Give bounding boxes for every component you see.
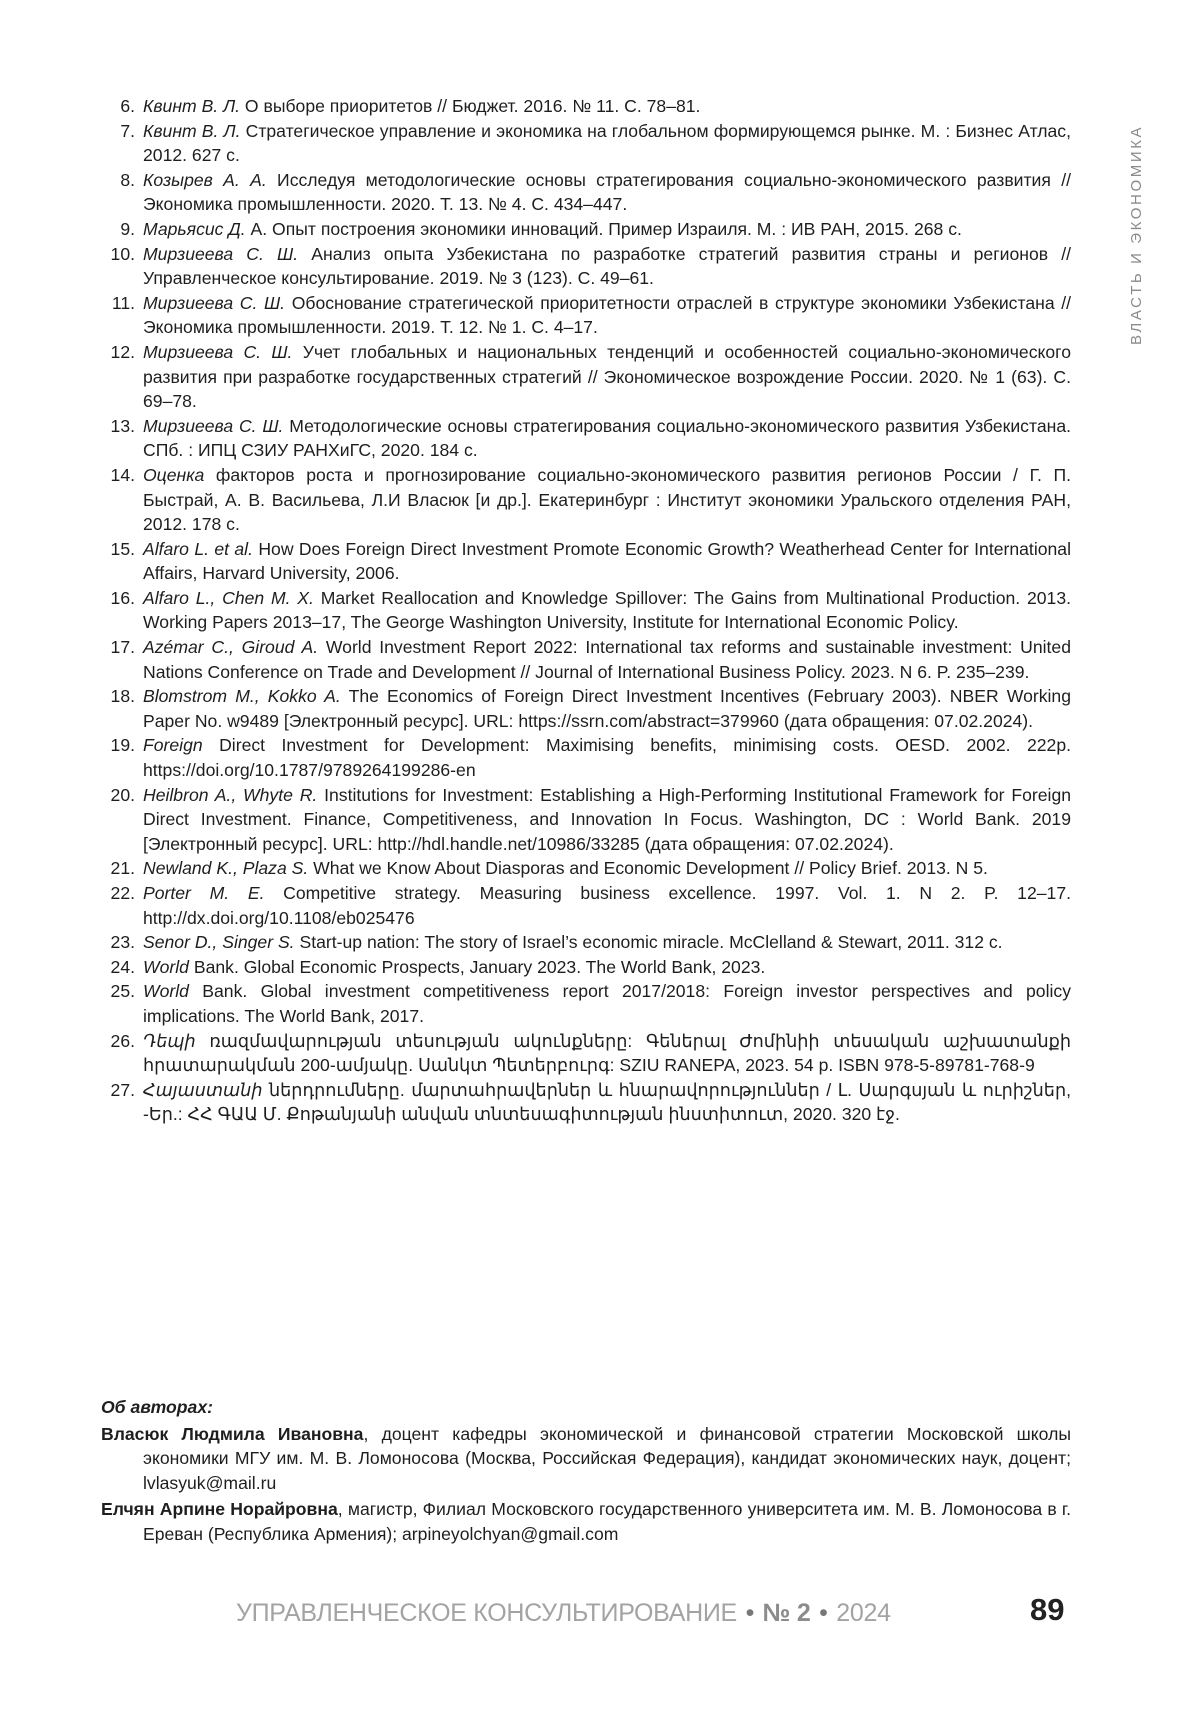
reference-number: 24.: [101, 955, 135, 980]
reference-item: [101, 881, 1071, 930]
reference-text: Institutions for Investment: Establishing a High-Performing Institutional Framework for Foreign Direct Investment. Finance, Competitiveness, and Innovation In Focus. Washington, DC : World Bank. 2019 [Электронный ресурс]. URL: http://hdl.handle.net/10986/33285 (дата обращения: 07.02.2024).: [143, 785, 1071, 854]
reference-text: факторов роста и прогнозирование социально-экономического развития регионов России / Г. П. Быстрай, А. В. Васильева, Л.И Власюк [и др.]. Екатеринбург : Институт экономики Уральского отделения РАН, 2012. 178 с.: [143, 465, 1071, 534]
reference-text: What we Know About Diasporas and Economic Development // Policy Brief. 2013. N 5.: [308, 858, 988, 878]
reference-text: Market Reallocation and Knowledge Spillover: The Gains from Multinational Production. 2013. Working Papers 2013–17, The George Washington University, Institute for International Economic Policy.: [143, 588, 1071, 633]
reference-number: 21.: [101, 856, 135, 881]
reference-author: Мирзиеева С. Ш.: [143, 293, 285, 313]
reference-item: [101, 856, 1071, 881]
reference-author: Heilbron A., Whyte R.: [143, 785, 317, 805]
journal-title: УПРАВЛЕНЧЕСКОЕ КОНСУЛЬТИРОВАНИЕ: [236, 1599, 737, 1627]
reference-item: [101, 684, 1071, 733]
reference-number: 23.: [101, 930, 135, 955]
section-side-label: ВЛАСТЬ И ЭКОНОМИКА: [1128, 125, 1145, 345]
reference-item: [101, 783, 1071, 857]
reference-number: 11.: [101, 291, 135, 316]
reference-text: Direct Investment for Development: Maximising benefits, minimising costs. OESD. 2002. 222p. https://doi.org/10.1787/9789264199286-en: [143, 735, 1071, 780]
reference-author: Alfaro L. et al.: [143, 539, 253, 559]
page-number: 89: [1030, 1592, 1064, 1628]
reference-item: [101, 463, 1071, 537]
reference-item: [101, 733, 1071, 782]
issue-number: № 2: [763, 1599, 811, 1627]
reference-text: Start-up nation: The story of Israel’s economic miracle. McClelland & Stewart, 2011. 312 с.: [295, 932, 1003, 952]
reference-author: Квинт В. Л.: [143, 96, 240, 116]
reference-item: [101, 217, 1071, 242]
reference-author: Porter M. E.: [143, 883, 264, 903]
reference-number: 17.: [101, 635, 135, 660]
reference-list: [101, 94, 1071, 1127]
reference-text: ներդրումները. մարտահրավերներ և հնարավորություններ / Լ. Սարգսյան և ուրիշներ, -Եր.: ՀՀ ԳԱԱ Մ. Քոթանյանի անվան տնտեսագիտության ինստիտուտ, 2020. 320 էջ.: [143, 1080, 1071, 1125]
reference-author: Blomstrom M., Kokko A.: [143, 686, 341, 706]
reference-item: [101, 635, 1071, 684]
reference-text: Обоснование стратегической приоритетности отраслей в структуре экономики Узбекистана // Экономика промышленности. 2019. Т. 12. № 1. С. 4–17.: [143, 293, 1071, 338]
reference-item: [101, 586, 1071, 635]
reference-text: Учет глобальных и национальных тенденций и особенностей социально-экономического развития при разработке государственных стратегий // Экономическое возрождение России. 2020. № 1 (63). С. 69–78.: [143, 342, 1071, 411]
reference-text: Bank. Global Economic Prospects, January 2023. The World Bank, 2023.: [189, 957, 765, 977]
reference-number: 22.: [101, 881, 135, 906]
reference-item: [101, 340, 1071, 414]
reference-item: [101, 537, 1071, 586]
reference-author: World: [143, 957, 189, 977]
reference-item: [101, 119, 1071, 168]
about-authors-title: Об авторах:: [101, 1395, 1071, 1420]
author-name: Власюк Людмила Ивановна: [101, 1424, 363, 1444]
reference-text: How Does Foreign Direct Investment Promote Economic Growth? Weatherhead Center for International Affairs, Harvard University, 2006.: [143, 539, 1071, 584]
reference-author: World: [143, 981, 189, 1001]
reference-item: [101, 291, 1071, 340]
reference-author: Alfaro L., Chen M. X.: [143, 588, 314, 608]
reference-number: 15.: [101, 537, 135, 562]
separator-dot: •: [819, 1599, 827, 1627]
reference-item: [101, 1029, 1071, 1078]
reference-text: Исследуя методологические основы стратегирования социально-экономического развития // Экономика промышленности. 2020. Т. 13. № 4. С. 434–447.: [143, 170, 1071, 215]
reference-item: [101, 242, 1071, 291]
issue-year: 2024: [836, 1599, 890, 1627]
reference-author: Козырев А. А.: [143, 170, 267, 190]
reference-author: Квинт В. Л.: [143, 121, 241, 141]
reference-author: Դեպի: [143, 1031, 196, 1051]
reference-author: Оценка: [143, 465, 204, 485]
reference-number: 14.: [101, 463, 135, 488]
reference-number: 12.: [101, 340, 135, 365]
reference-author: Azémar C., Giroud A.: [143, 637, 318, 657]
author-entry: [101, 1497, 1071, 1546]
author-details: , магистр, Филиал Московского государственного университета им. М. В. Ломоносова в г. Ереван (Республика Армения); arpineyolchyan@gmail.com: [143, 1499, 1071, 1544]
reference-item: [101, 168, 1071, 217]
reference-number: 27.: [101, 1078, 135, 1103]
reference-text: О выборе приоритетов // Бюджет. 2016. № 11. С. 78–81.: [240, 96, 700, 116]
reference-item: [101, 94, 1071, 119]
separator-dot: •: [746, 1599, 754, 1627]
running-footer: [236, 1599, 891, 1628]
reference-text: Стратегическое управление и экономика на глобальном формирующемся рынке. М. : Бизнес Атлас, 2012. 627 с.: [143, 121, 1071, 166]
author-details: , доцент кафедры экономической и финансовой стратегии Московской школы экономики МГУ им. М. В. Ломоносова (Москва, Российская Федерация), кандидат экономических наук, доцент; lvlasyuk@mail.ru: [143, 1424, 1071, 1493]
reference-author: Мирзиеева С. Ш.: [143, 342, 292, 362]
reference-text: А. Опыт построения экономики инноваций. Пример Израиля. М. : ИВ РАН, 2015. 268 с.: [246, 219, 962, 239]
reference-author: Мирзиеева С. Ш.: [143, 244, 298, 264]
reference-author: Foreign: [143, 735, 203, 755]
reference-text: World Investment Report 2022: International tax reforms and sustainable investment: United Nations Conference on Trade and Development // Journal of International Business Policy. 2023. N 6. P. 235–239.: [143, 637, 1071, 682]
reference-number: 13.: [101, 414, 135, 439]
about-authors: [101, 1395, 1071, 1549]
reference-author: Senor D., Singer S.: [143, 932, 295, 952]
reference-author: Марьясис Д.: [143, 219, 246, 239]
reference-number: 6.: [101, 94, 135, 119]
reference-text: Методологические основы стратегирования социально-экономического развития Узбекистана. СПб. : ИПЦ СЗИУ РАНХиГС, 2020. 184 с.: [143, 416, 1071, 461]
reference-number: 26.: [101, 1029, 135, 1054]
author-name: Елчян Арпине Норайровна: [101, 1499, 338, 1519]
reference-number: 20.: [101, 783, 135, 808]
reference-text: The Economics of Foreign Direct Investment Incentives (February 2003). NBER Working Paper No. w9489 [Электронный ресурс]. URL: https://ssrn.com/abstract=379960 (дата обращения: 07.02.2024).: [143, 686, 1071, 731]
reference-number: 7.: [101, 119, 135, 144]
reference-item: [101, 979, 1071, 1028]
reference-text: ռազմավարության տեսության ակունքները: Գեներալ Ժոմինիի տեսական աշխատանքի հրատարակման 200-ամյակը. Սանկտ Պետերբուրգ: SZIU RANEPA, 2023. 54 p. ISBN 978-5-89781-768-9: [143, 1031, 1071, 1076]
reference-number: 9.: [101, 217, 135, 242]
reference-number: 25.: [101, 979, 135, 1004]
reference-item: [101, 955, 1071, 980]
reference-text: Competitive strategy. Measuring business excellence. 1997. Vol. 1. N 2. P. 12–17. http://dx.doi.org/10.1108/eb025476: [143, 883, 1071, 928]
reference-number: 10.: [101, 242, 135, 267]
reference-text: Bank. Global investment competitiveness report 2017/2018: Foreign investor perspectives and policy implications. The World Bank, 2017.: [143, 981, 1071, 1026]
reference-item: [101, 1078, 1071, 1127]
author-entry: [101, 1422, 1071, 1496]
reference-author: Newland K., Plaza S.: [143, 858, 308, 878]
reference-text: Анализ опыта Узбекистана по разработке стратегий развития страны и регионов // Управленческое консультирование. 2019. № 3 (123). С. 49–61.: [143, 244, 1071, 289]
reference-item: [101, 414, 1071, 463]
reference-author: Հայաստանի: [143, 1080, 262, 1100]
reference-item: [101, 930, 1071, 955]
reference-author: Мирзиеева С. Ш.: [143, 416, 283, 436]
reference-number: 18.: [101, 684, 135, 709]
reference-number: 8.: [101, 168, 135, 193]
reference-number: 19.: [101, 733, 135, 758]
reference-number: 16.: [101, 586, 135, 611]
